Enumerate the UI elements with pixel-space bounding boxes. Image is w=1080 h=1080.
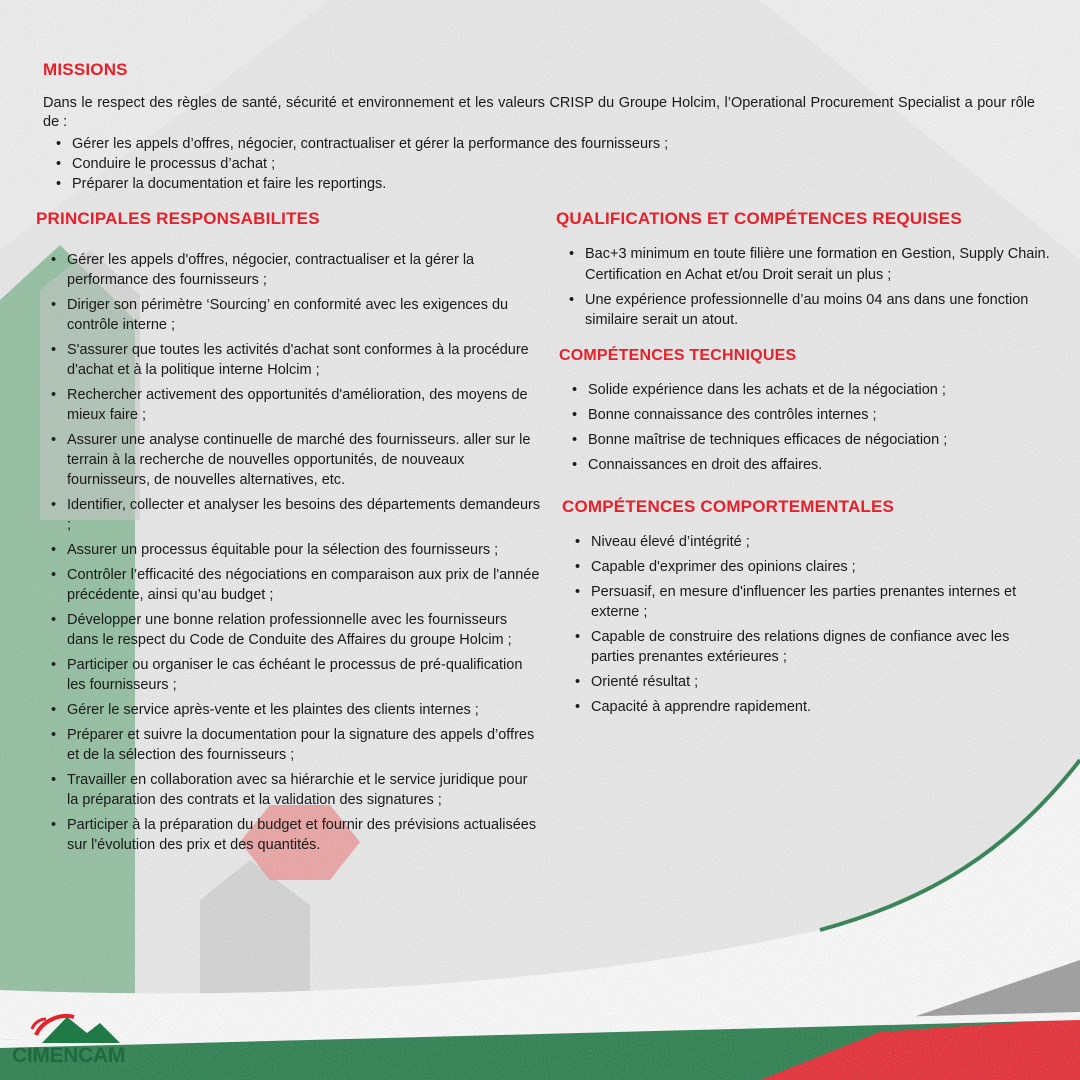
list-item: • Capable de construire des relations dignes de confiance avec les parties prenantes extérieures ; [591, 627, 1041, 667]
missions-intro: Dans le respect des règles de santé, sécurité et environnement et les valeurs CRISP du Groupe Holcim, l’Operational Procurement Specialist a pour rôle de : [43, 95, 1035, 130]
list-item: • Diriger son périmètre ‘Sourcing’ en conformité avec les exigences du contrôle interne ; [67, 296, 542, 336]
list-item: • Solide expérience dans les achats et de la négociation ; [588, 380, 1048, 400]
list-item: • Travailler en collaboration avec sa hiérarchie et le service juridique pour la préparation des contrats et la validation des signatures ; [67, 771, 542, 811]
responsabilites-list [67, 251, 542, 861]
list-item: • S'assurer que toutes les activités d'achat sont conformes à la procédure d'achat et à la politique interne Holcim ; [67, 341, 542, 381]
logo-wordmark: CIMENCAM [12, 1044, 126, 1067]
list-item: • Gérer les appels d'offres, négocier, contractualiser et la gérer la performance des fournisseurs ; [67, 251, 542, 291]
list-item: • Rechercher activement des opportunités d'amélioration, des moyens de mieux faire ; [67, 386, 542, 426]
list-item: • Contrôler l’efficacité des négociations en comparaison aux prix de l'année précédente, ainsi qu’au budget ; [67, 566, 542, 606]
list-item: • Identifier, collecter et analyser les besoins des départements demandeurs ; [67, 496, 542, 536]
qualifications-title: QUALIFICATIONS ET COMPÉTENCES REQUISES [556, 209, 962, 228]
list-item: • Gérer les appels d’offres, négocier, contractualiser et gérer la performance des fournisseurs ; [72, 134, 972, 154]
techniques-title: COMPÉTENCES TECHNIQUES [559, 347, 797, 364]
list-item: • Bac+3 minimum en toute filière une formation en Gestion, Supply Chain. Certification en Achat et/ou Droit serait un plus ; [585, 244, 1055, 285]
list-item: • Participer à la préparation du budget et fournir des prévisions actualisées sur l'évolution des prix et des quantités. [67, 816, 542, 856]
list-item: • Niveau élevé d’intégrité ; [591, 532, 1041, 552]
list-item: • Capacité à apprendre rapidement. [591, 697, 1041, 717]
missions-list [72, 134, 972, 194]
list-item: • Développer une bonne relation professionnelle avec les fournisseurs dans le respect du Code de Conduite des Affaires du groupe Holcim ; [67, 611, 542, 651]
list-item: • Assurer un processus équitable pour la sélection des fournisseurs ; [67, 541, 542, 561]
responsabilites-title: PRINCIPALES RESPONSABILITES [36, 209, 320, 228]
list-item: • Gérer le service après-vente et les plaintes des clients internes ; [67, 701, 542, 721]
list-item: • Persuasif, en mesure d'influencer les parties prenantes internes et externe ; [591, 582, 1041, 622]
list-item: • Capable d'exprimer des opinions claires ; [591, 557, 1041, 577]
list-item: • Orienté résultat ; [591, 672, 1041, 692]
list-item: • Bonne connaissance des contrôles internes ; [588, 405, 1048, 425]
list-item: • Préparer la documentation et faire les reportings. [72, 174, 972, 194]
list-item: • Conduire le processus d’achat ; [72, 154, 972, 174]
list-item: • Assurer une analyse continuelle de marché des fournisseurs. aller sur le terrain à la recherche de nouvelles opportunités, de nouveaux fournisseurs, de nouvelles alternatives, etc. [67, 431, 542, 491]
comportementales-list [591, 532, 1041, 722]
list-item: • Une expérience professionnelle d’au moins 04 ans dans une fonction similaire serait un atout. [585, 290, 1055, 331]
techniques-list [588, 380, 1048, 480]
list-item: • Bonne maîtrise de techniques efficaces de négociation ; [588, 430, 1048, 450]
comportementales-title: COMPÉTENCES COMPORTEMENTALES [562, 497, 895, 516]
list-item: • Connaissances en droit des affaires. [588, 455, 1048, 475]
list-item: • Participer ou organiser le cas échéant le processus de pré-qualification les fournisseurs ; [67, 656, 542, 696]
qualifications-list [585, 244, 1055, 335]
list-item: • Préparer et suivre la documentation pour la signature des appels d’offres et de la sélection des fournisseurs ; [67, 726, 542, 766]
missions-title: MISSIONS [43, 60, 128, 79]
